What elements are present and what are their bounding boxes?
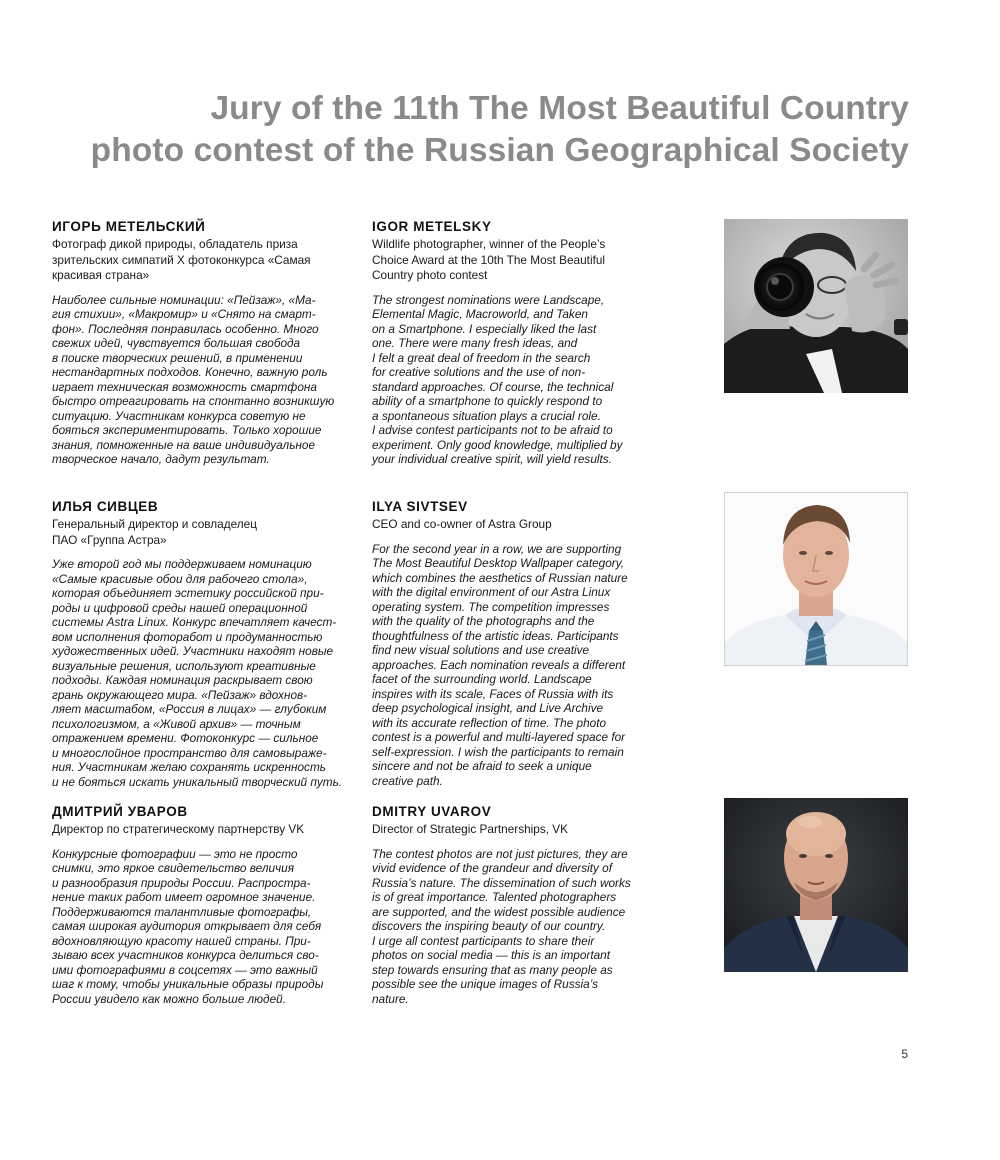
member-name-en: ILYA SIVTSEV xyxy=(372,499,468,514)
quote-line: one. There were many fresh ideas, and xyxy=(372,336,578,350)
quote-line: self-expression. I wish the participants to remain xyxy=(372,744,624,759)
quote-line: отражением времени. Фотоконкурс — сильное xyxy=(52,731,319,745)
role-line: Генеральный директор и совладелец xyxy=(52,517,257,531)
jury-member-1-en xyxy=(372,219,672,467)
quote-line: вом исполнения фоторабот и продуманностью xyxy=(52,629,323,644)
quote-line: For the second year in a row, we are supporting xyxy=(372,541,622,556)
quote-line: facet of the surrounding world. Landscape xyxy=(372,672,592,686)
quote-line: your individual creative spirit, will yield results. xyxy=(372,452,612,466)
member-role-ru xyxy=(52,237,352,284)
quote-line: experiment. Only good knowledge, multiplied by xyxy=(372,437,623,452)
role-line: Директор по стратегическому партнерству VK xyxy=(52,822,305,836)
quote-line: ability of a smartphone to quickly respond to xyxy=(372,394,603,408)
quote-line: deep psychological insight, and Live Archive xyxy=(372,701,604,715)
quote-line: играет техническая возможность смартфона xyxy=(52,379,317,394)
member-name-ru: ДМИТРИЙ УВАРОВ xyxy=(52,804,188,819)
quote-line: which combines the aesthetics of Russian nature xyxy=(372,570,628,585)
quote-line: визуальные решения, используют креативные xyxy=(52,658,316,673)
quote-line: Конкурсные фотографии — это не просто xyxy=(52,846,298,861)
quote-line: Наиболее сильные номинации: «Пейзаж», «Ма- xyxy=(52,292,316,307)
member-role-en xyxy=(372,822,672,838)
member-role-ru xyxy=(52,517,352,548)
portrait-photo-dmitry-uvarov xyxy=(724,798,908,972)
portrait-image xyxy=(724,798,908,972)
member-quote-ru xyxy=(52,557,352,789)
role-line: Director of Strategic Partnerships, VK xyxy=(372,822,569,836)
quote-line: «Самые красивые обои для рабочего стола», xyxy=(52,571,308,586)
quote-line: possible see the unique images of Russia’s xyxy=(372,977,599,991)
role-line: Choice Award at the 10th The Most Beautiful xyxy=(372,252,606,267)
quote-line: художественных идей. Участники находят новые xyxy=(52,644,334,658)
quote-line: vivid evidence of the grandeur and diversity of xyxy=(372,861,613,875)
role-line: Wildlife photographer, winner of the People’s xyxy=(372,237,606,251)
page-title xyxy=(29,88,909,172)
quote-line: discovers the inspiring beauty of our country. xyxy=(372,919,606,933)
quote-line: снимки, это яркое свидетельство величия xyxy=(52,861,295,875)
member-quote-en xyxy=(372,293,672,467)
quote-line: are supported, and the widest possible audience xyxy=(372,904,626,919)
quote-line: with the digital environment of our Astra Linux xyxy=(372,585,611,599)
quote-line: inspires with its scale, Faces of Russia with its xyxy=(372,686,614,701)
portrait-photo-ilya-sivtsev xyxy=(724,492,908,666)
page-number: 5 xyxy=(901,1047,908,1061)
quote-line: I urge all contest participants to share their xyxy=(372,933,595,948)
jury-member-1-ru xyxy=(52,219,352,467)
quote-line: гия стихии», «Макромир» и «Снято на смарт- xyxy=(52,307,316,321)
role-line: ПАО «Группа Астра» xyxy=(52,532,167,547)
quote-line: зываю всех участников конкурса делиться сво- xyxy=(52,948,319,962)
role-line: Country photo contest xyxy=(372,268,488,282)
quote-line: photos on social media — this is an important xyxy=(372,948,611,962)
quote-line: ляет масштабом, «Россия в лицах» — глубоким xyxy=(52,702,327,716)
member-quote-en xyxy=(372,542,672,789)
quote-line: творческое начало, дадут результат. xyxy=(52,452,270,466)
quote-line: The strongest nominations were Landscape, xyxy=(372,292,605,307)
quote-line: Elemental Magic, Macroworld, and Taken xyxy=(372,307,588,321)
quote-line: России увидело как можно больше людей. xyxy=(52,991,286,1006)
quote-line: with its accurate reflection of time. The photo xyxy=(372,715,607,730)
jury-member-3-en xyxy=(372,804,672,1006)
member-role-en xyxy=(372,517,672,533)
role-line: Фотограф дикой природы, обладатель приза xyxy=(52,237,298,251)
quote-line: которая объединяет эстетику российской при- xyxy=(52,586,324,600)
jury-member-2-ru xyxy=(52,499,352,789)
quote-line: thoughtfulness of the artistic ideas. Participants xyxy=(372,628,619,643)
quote-line: самая широкая аудитория открывает для себя xyxy=(52,919,322,933)
member-quote-ru xyxy=(52,293,352,467)
title-line-1: Jury of the 11th The Most Beautiful Country xyxy=(210,90,909,127)
quote-line: свежих идей, чувствуется большая свобода xyxy=(52,336,301,350)
title-line-2: photo contest of the Russian Geographical Society xyxy=(90,132,909,169)
quote-line: быстро отреагировать на спонтанно возникшую xyxy=(52,394,335,408)
quote-line: и не бояться искать уникальный творческий путь. xyxy=(52,774,343,789)
quote-line: sincere and not be afraid to seek a unique xyxy=(372,759,592,773)
quote-line: nature. xyxy=(372,991,409,1006)
jury-member-3-ru xyxy=(52,804,352,1006)
quote-line: Russia’s nature. The dissemination of such works xyxy=(372,875,631,890)
quote-line: contest is a powerful and multi-layered space for xyxy=(372,730,626,744)
quote-line: шаг к тому, чтобы уникальные образы природы xyxy=(52,977,324,991)
role-line: зрительских симпатий X фотоконкурса «Самая xyxy=(52,252,311,267)
quote-line: step towards ensuring that as many people as xyxy=(372,962,613,977)
quote-line: Уже второй год мы поддерживаем номинацию xyxy=(52,557,312,571)
quote-line: и многослойное пространство для самовыраже- xyxy=(52,745,327,760)
quote-line: standard approaches. Of course, the technical xyxy=(372,379,614,394)
quote-line: find new visual solutions and use creative xyxy=(372,643,590,657)
quote-line: for creative solutions and the use of non- xyxy=(372,365,586,379)
quote-line: системы Astra Linux. Конкурс впечатляет качест- xyxy=(52,615,337,629)
quote-line: Поддерживаются талантливые фотографы, xyxy=(52,904,312,919)
quote-line: знания, помноженные на ваше индивидуальное xyxy=(52,437,316,452)
quote-line: ния. Участникам желаю сохранять искренность xyxy=(52,760,326,774)
quote-line: I felt a great deal of freedom in the search xyxy=(372,350,591,365)
quote-line: approaches. Each nomination reveals a different xyxy=(372,657,626,672)
quote-line: и разнообразия природы России. Распростра- xyxy=(52,875,311,890)
role-line: красивая страна» xyxy=(52,268,150,282)
quote-line: on a Smartphone. I especially liked the last xyxy=(372,321,597,336)
member-name-en: IGOR METELSKY xyxy=(372,219,492,234)
portrait-image xyxy=(725,493,907,665)
portrait-photo-igor-metelsky xyxy=(724,219,908,393)
quote-line: is of great importance. Talented photographers xyxy=(372,890,617,904)
member-quote-ru xyxy=(52,847,352,1007)
quote-line: нение таких работ имеет огромное значение. xyxy=(52,890,316,904)
quote-line: with the quality of the photographs and the xyxy=(372,614,595,628)
quote-line: роды и цифровой среды нашей операционной xyxy=(52,600,308,615)
quote-line: фон». Последняя понравилась особенно. Много xyxy=(52,321,319,336)
quote-line: I advise contest participants not to be afraid to xyxy=(372,423,613,437)
quote-line: ими фотографиями в соцсетях — это важный xyxy=(52,962,318,977)
member-name-ru: ИГОРЬ МЕТЕЛЬСКИЙ xyxy=(52,219,206,234)
member-quote-en xyxy=(372,847,672,1007)
portrait-image xyxy=(724,219,908,393)
quote-line: подходы. Каждая номинация раскрывает свою xyxy=(52,673,313,687)
quote-line: в поиске творческих решений, в применении xyxy=(52,350,303,365)
role-line: CEO and co-owner of Astra Group xyxy=(372,517,552,531)
quote-line: creative path. xyxy=(372,773,443,788)
quote-line: a spontaneous situation plays a crucial role. xyxy=(372,408,601,423)
quote-line: психологизмом, а «Живой архив» — точным xyxy=(52,716,301,731)
quote-line: The contest photos are not just pictures, they are xyxy=(372,846,628,861)
member-role-en xyxy=(372,237,672,284)
quote-line: бояться экспериментировать. Только хорошие xyxy=(52,423,322,437)
jury-member-2-en xyxy=(372,499,672,788)
quote-line: вдохновляющую красоту нашей страны. При- xyxy=(52,933,311,948)
quote-line: нестандартных подходов. Конечно, важную роль xyxy=(52,365,328,379)
quote-line: ситуацию. Участникам конкурса советую не xyxy=(52,408,306,423)
quote-line: The Most Beautiful Desktop Wallpaper category, xyxy=(372,556,625,570)
member-role-ru xyxy=(52,822,352,838)
quote-line: operating system. The competition impresses xyxy=(372,599,610,614)
member-name-ru: ИЛЬЯ СИВЦЕВ xyxy=(52,499,159,514)
quote-line: грань окружающего мира. «Пейзаж» вдохнов- xyxy=(52,687,308,702)
member-name-en: DMITRY UVAROV xyxy=(372,804,492,819)
